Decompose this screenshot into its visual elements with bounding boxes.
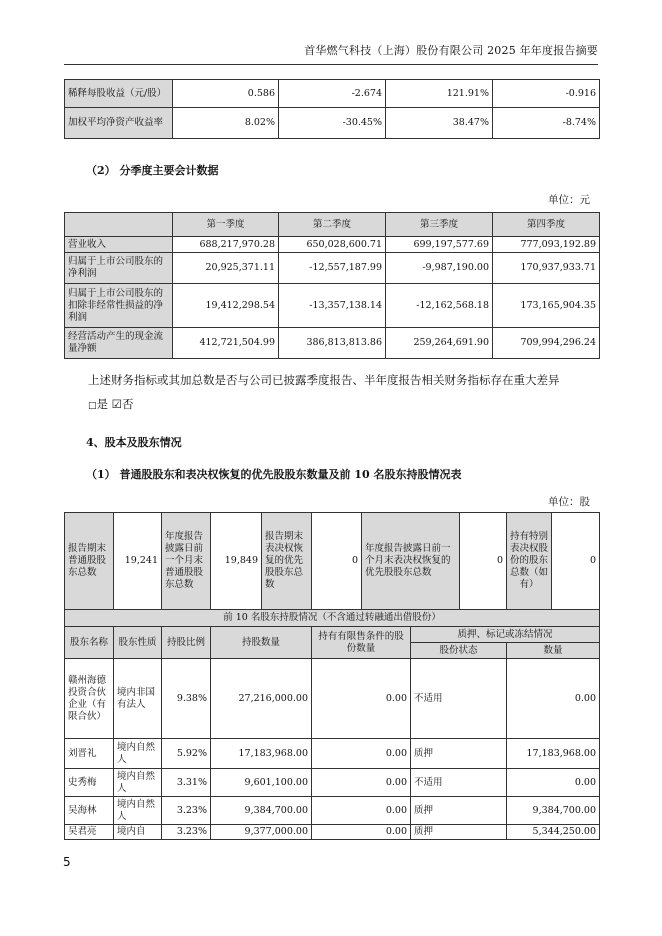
checkbox-checked-icon: ☑ <box>111 397 122 411</box>
column-header: 数量 <box>507 643 600 659</box>
table-row <box>65 284 600 328</box>
page-header: 首华燃气科技（上海）股份有限公司 2025 年年度报告摘要 <box>304 44 598 57</box>
row-label: 经营活动产生的现金流量净额 <box>65 328 173 359</box>
holder-nature: 境内非国有法人 <box>114 659 162 739</box>
holder-pledge-qty: 0.00 <box>507 659 600 739</box>
column-header: 质押、标记或冻结情况 <box>411 627 600 643</box>
table-cell: -0.916 <box>493 80 600 108</box>
section-title-quarterly: （2） 分季度主要会计数据 <box>86 164 219 177</box>
summary-value: 19,241 <box>114 513 162 610</box>
holder-name: 史秀梅 <box>65 769 114 797</box>
table-cell: 121.91% <box>386 80 493 108</box>
table-cell: 38.47% <box>386 108 493 139</box>
unit-label-shares: 单位：股 <box>548 496 590 508</box>
holder-pledge-status: 质押 <box>411 797 507 825</box>
header-divider <box>64 64 598 65</box>
table-header-row <box>65 213 600 237</box>
table-cell: 699,197,577.69 <box>386 237 493 253</box>
table-cell: 412,721,504.99 <box>173 328 279 359</box>
summary-label: 报告期末表决权恢复的优先股股东总数 <box>262 513 312 610</box>
holder-qty: 27,216,000.00 <box>211 659 312 739</box>
table-cell: 170,937,933.71 <box>493 253 600 284</box>
summary-label: 年度报告披露日前一个月末表决权恢复的优先股股东总数 <box>362 513 460 610</box>
holder-nature: 境内自然人 <box>114 797 162 825</box>
summary-label: 持有特别表决权股份的股东总数（如有） <box>507 513 552 610</box>
holder-ratio: 3.23% <box>162 797 211 825</box>
row-label: 营业收入 <box>65 237 173 253</box>
table-row <box>65 739 600 769</box>
table-cell: 20,925,371.11 <box>173 253 279 284</box>
holder-qty: 9,384,700.00 <box>211 797 312 825</box>
table-row <box>65 80 600 108</box>
table-cell: 19,412,298.54 <box>173 284 279 328</box>
row-label: 归属于上市公司股东的净利润 <box>65 253 173 284</box>
holder-qty: 9,601,100.00 <box>211 769 312 797</box>
holder-restricted: 0.00 <box>312 825 411 840</box>
holder-restricted: 0.00 <box>312 797 411 825</box>
table-header-row <box>65 627 600 643</box>
row-label: 稀释每股收益（元/股） <box>65 80 173 108</box>
holder-qty: 17,183,968.00 <box>211 739 312 769</box>
holder-pledge-qty: 5,344,250.00 <box>507 825 600 840</box>
table-cell: -30.45% <box>279 108 386 139</box>
checkbox-unchecked-icon: □ <box>88 401 97 411</box>
table-cell: -12,557,187.99 <box>279 253 386 284</box>
holder-restricted: 0.00 <box>312 769 411 797</box>
summary-label: 年度报告披露日前一个月末普通股股东总数 <box>162 513 211 610</box>
page-number: 5 <box>63 855 71 869</box>
holder-name: 吴君亮 <box>65 825 114 840</box>
table-cell: 650,028,600.71 <box>279 237 386 253</box>
summary-row <box>65 513 600 610</box>
holder-pledge-qty: 9,384,700.00 <box>507 797 600 825</box>
section-title-shareholders: 4、股本及股东情况 <box>86 436 182 449</box>
holder-qty: 9,377,000.00 <box>211 825 312 840</box>
discrepancy-choice <box>88 396 133 412</box>
holder-pledge-status: 质押 <box>411 739 507 769</box>
shareholders-table <box>64 512 600 840</box>
summary-label: 报告期末普通股股东总数 <box>65 513 114 610</box>
table-row <box>65 825 600 840</box>
column-header: 持股数量 <box>211 627 312 659</box>
table-row <box>65 237 600 253</box>
row-label: 加权平均净资产收益率 <box>65 108 173 139</box>
summary-value: 0 <box>312 513 362 610</box>
table-cell: 688,217,970.28 <box>173 237 279 253</box>
summary-value: 19,849 <box>211 513 262 610</box>
holder-name: 吴海林 <box>65 797 114 825</box>
holder-pledge-qty: 17,183,968.00 <box>507 739 600 769</box>
financial-indicators-table <box>64 79 600 139</box>
table-row <box>65 108 600 139</box>
column-header: 持有有限售条件的股份数量 <box>312 627 411 659</box>
table-row <box>65 659 600 739</box>
table-row <box>65 253 600 284</box>
column-header <box>65 213 173 237</box>
holder-name: 赣州海德投资合伙企业（有限合伙） <box>65 659 114 739</box>
table-row <box>65 328 600 359</box>
top10-title: 前 10 名股东持股情况（不含通过转融通出借股份） <box>65 610 600 627</box>
section-title-top10: （1） 普通股股东和表决权恢复的优先股股东数量及前 10 名股东持股情况表 <box>86 468 462 481</box>
table-cell: -9,987,190.00 <box>386 253 493 284</box>
column-header: 股东性质 <box>114 627 162 659</box>
holder-restricted: 0.00 <box>312 739 411 769</box>
holder-restricted: 0.00 <box>312 659 411 739</box>
column-header: 股东名称 <box>65 627 114 659</box>
quarterly-data-table <box>64 212 600 359</box>
holder-ratio: 3.23% <box>162 825 211 840</box>
holder-ratio: 5.92% <box>162 739 211 769</box>
row-label: 归属于上市公司股东的扣除非经常性损益的净利润 <box>65 284 173 328</box>
table-cell: 386,813,813.86 <box>279 328 386 359</box>
table-cell: 0.586 <box>173 80 279 108</box>
column-header: 第一季度 <box>173 213 279 237</box>
column-header: 第二季度 <box>279 213 386 237</box>
table-cell: 777,093,192.89 <box>493 237 600 253</box>
holder-pledge-status: 不适用 <box>411 769 507 797</box>
column-header: 持股比例 <box>162 627 211 659</box>
top10-title-row <box>65 610 600 627</box>
table-row <box>65 797 600 825</box>
table-cell: -13,357,138.14 <box>279 284 386 328</box>
holder-nature: 境内自然人 <box>114 739 162 769</box>
holder-ratio: 3.31% <box>162 769 211 797</box>
summary-value: 0 <box>460 513 507 610</box>
holder-nature: 境内自 <box>114 825 162 840</box>
holder-nature: 境内自然人 <box>114 769 162 797</box>
table-cell: 259,264,691.90 <box>386 328 493 359</box>
column-header: 第三季度 <box>386 213 493 237</box>
table-cell: -12,162,568.18 <box>386 284 493 328</box>
table-cell: -2.674 <box>279 80 386 108</box>
holder-pledge-status: 不适用 <box>411 659 507 739</box>
discrepancy-note: 上述财务指标或其加总数是否与公司已披露季度报告、半年度报告相关财务指标存在重大差异 <box>88 373 560 387</box>
table-cell: 8.02% <box>173 108 279 139</box>
holder-pledge-status: 质押 <box>411 825 507 840</box>
holder-name: 刘晋礼 <box>65 739 114 769</box>
column-header: 第四季度 <box>493 213 600 237</box>
table-cell: 709,994,296.24 <box>493 328 600 359</box>
holder-ratio: 9.38% <box>162 659 211 739</box>
column-header: 股份状态 <box>411 643 507 659</box>
choice-yes-label: 是 <box>96 397 109 411</box>
table-cell: 173,165,904.35 <box>493 284 600 328</box>
table-row <box>65 769 600 797</box>
table-cell: -8.74% <box>493 108 600 139</box>
unit-label-yuan: 单位：元 <box>548 194 590 206</box>
holder-pledge-qty: 0.00 <box>507 769 600 797</box>
choice-no-label: 否 <box>121 397 134 411</box>
summary-value: 0 <box>552 513 600 610</box>
